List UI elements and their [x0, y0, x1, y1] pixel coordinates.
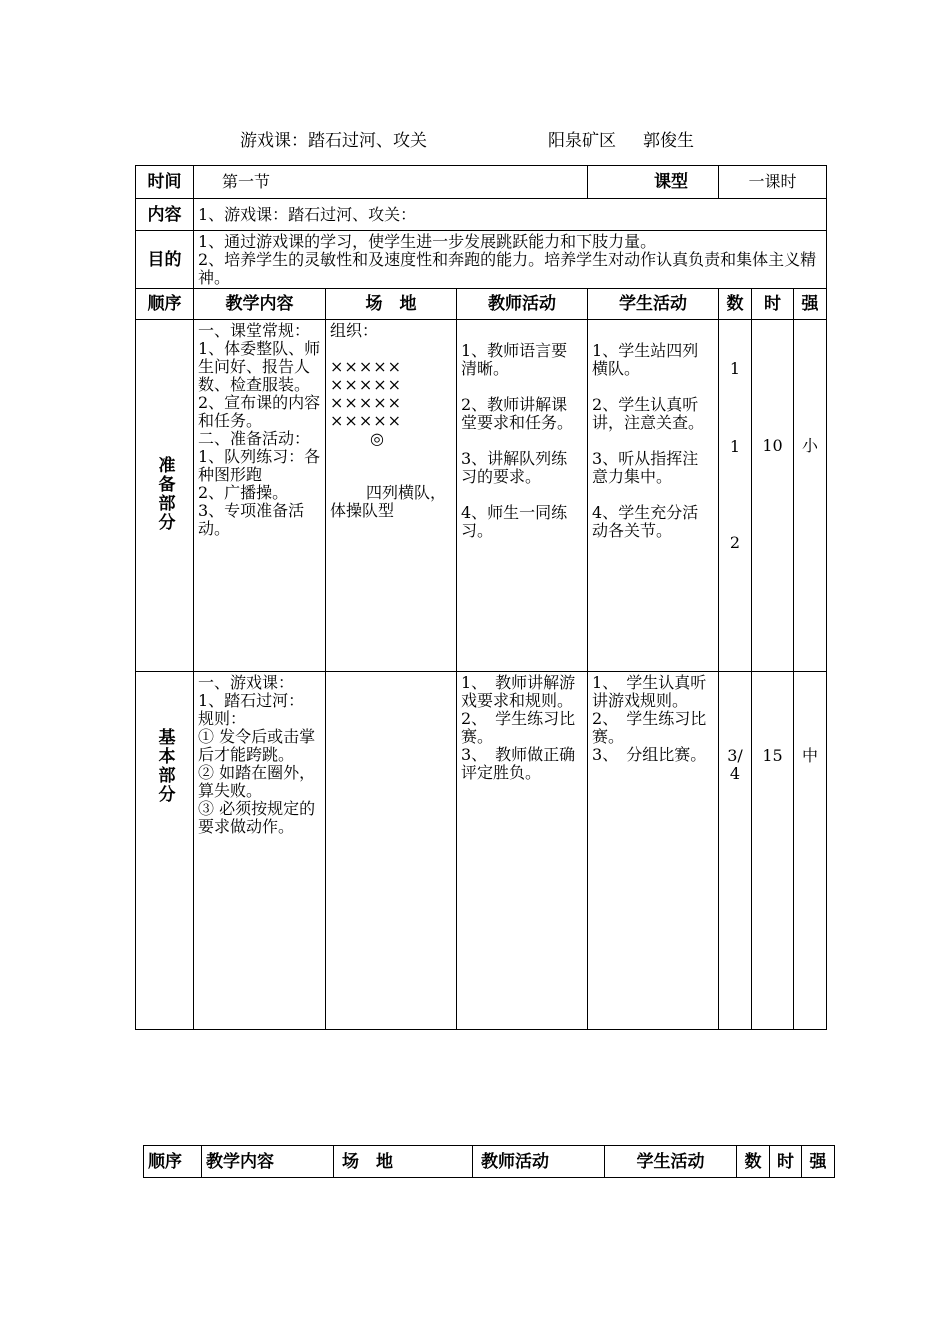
col-intensity: 强	[802, 1146, 835, 1178]
formation-row: ×××××	[330, 357, 403, 376]
time-label: 时间	[136, 166, 194, 199]
teacher-line: 2、教师讲解课堂要求和任务。	[461, 395, 574, 432]
prep-counts	[719, 320, 752, 672]
venue-line: 四列横队，体操队型	[330, 483, 447, 520]
col-time: 时	[752, 289, 794, 320]
col-student: 学生活动	[588, 289, 719, 320]
goal-label: 目的	[136, 231, 194, 289]
formation-row: ×××××	[330, 393, 403, 412]
teacher-line: 4、师生一同练习。	[461, 503, 568, 540]
basic-venue	[326, 672, 457, 1030]
formation-row: ×××××	[330, 411, 403, 430]
content-line: 规则：	[198, 709, 247, 728]
content-line: 2、宣布课的内容和任务。	[198, 393, 321, 430]
content-line: 1、体委整队、师生问好、报告人数、检查服装。	[198, 339, 321, 394]
content-line: 3、专项准备活动。	[198, 501, 305, 538]
prep-student	[588, 320, 719, 672]
continuation-header-table	[143, 1145, 835, 1178]
type-value: 一课时	[719, 166, 827, 199]
section-label: 准备部分	[154, 455, 175, 532]
content-value: 1、游戏课：踏石过河、攻关：	[194, 199, 827, 231]
teacher-line: 3、 教师做正确评定胜负。	[461, 745, 576, 782]
content-line: 一、课堂常规：	[198, 321, 311, 340]
count-value: 2	[729, 533, 741, 552]
prep-content	[194, 320, 326, 672]
student-line: 3、听从指挥注意力集中。	[592, 449, 699, 486]
count-value: 1	[729, 437, 741, 456]
col-venue: 场 地	[334, 1146, 473, 1178]
section-label: 基本部分	[154, 728, 175, 804]
content-line: 二、准备活动：	[198, 429, 311, 448]
document-title-line	[0, 126, 950, 150]
school-name: 阳泉矿区	[548, 131, 616, 151]
section-label-cell	[136, 320, 194, 672]
student-line: 2、学生认真听讲，注意关查。	[592, 395, 705, 432]
col-content: 教学内容	[202, 1146, 334, 1178]
prep-venue	[326, 320, 457, 672]
lesson-plan-table	[135, 165, 827, 1030]
content-line: 2、广播操。	[198, 483, 289, 502]
col-venue: 场 地	[326, 289, 457, 320]
basic-intensity: 中	[794, 672, 827, 1030]
basic-content	[194, 672, 326, 1030]
prep-intensity: 小	[794, 320, 827, 672]
basic-teacher	[457, 672, 588, 1030]
col-count: 数	[737, 1146, 770, 1178]
content-line: ② 如踏在圈外，算失败。	[198, 763, 316, 800]
teacher-position-icon: ◎	[370, 429, 384, 448]
student-line: 1、 学生认真听讲游戏规则。	[592, 673, 707, 710]
col-teacher: 教师活动	[473, 1146, 605, 1178]
goal-line: 1、通过游戏课的学习，使学生进一步发展跳跃能力和下肢力量。	[198, 232, 657, 251]
col-order: 顺序	[136, 289, 194, 320]
goal-line: 2、培养学生的灵敏性和及速度性和奔跑的能力。培养学生对动作认真负责和集体主义精神。	[198, 250, 817, 287]
content-label: 内容	[136, 199, 194, 231]
teacher-line: 2、 学生练习比赛。	[461, 709, 576, 746]
prep-teacher	[457, 320, 588, 672]
teacher-line: 1、教师语言要清晰。	[461, 341, 568, 378]
student-line: 4、学生充分活动各关节。	[592, 503, 699, 540]
col-content: 教学内容	[194, 289, 326, 320]
student-line: 3、 分组比赛。	[592, 745, 707, 764]
basic-student	[588, 672, 719, 1030]
col-teacher: 教师活动	[457, 289, 588, 320]
time-value: 第一节	[194, 166, 588, 199]
student-line: 2、 学生练习比赛。	[592, 709, 707, 746]
section-label-cell	[136, 672, 194, 1030]
formation-row: ×××××	[330, 375, 403, 394]
type-label: 课型	[588, 166, 719, 199]
content-line: ③ 必须按规定的要求做动作。	[198, 799, 316, 836]
col-count: 数	[719, 289, 752, 320]
content-line: ① 发令后或击掌后才能跨跳。	[198, 727, 316, 764]
student-line: 1、学生站四列横队。	[592, 341, 699, 378]
count-value: 1	[729, 359, 741, 378]
basic-count: 3/4	[719, 672, 752, 1030]
prep-time: 10	[752, 320, 794, 672]
teacher-line: 3、讲解队列练习的要求。	[461, 449, 568, 486]
content-line: 1、队列练习：各种图形跑	[198, 447, 321, 484]
content-line: 一、游戏课：	[198, 673, 295, 692]
content-line: 1、踏石过河：	[198, 691, 305, 710]
col-student: 学生活动	[605, 1146, 737, 1178]
venue-line: 组织：	[330, 321, 379, 340]
teacher-line: 1、 教师讲解游戏要求和规则。	[461, 673, 576, 710]
basic-time: 15	[752, 672, 794, 1030]
teacher-name: 郭俊生	[643, 131, 694, 151]
col-intensity: 强	[794, 289, 827, 320]
lesson-title: 游戏课：踏石过河、攻关	[240, 131, 427, 151]
col-time: 时	[770, 1146, 802, 1178]
col-order: 顺序	[144, 1146, 202, 1178]
